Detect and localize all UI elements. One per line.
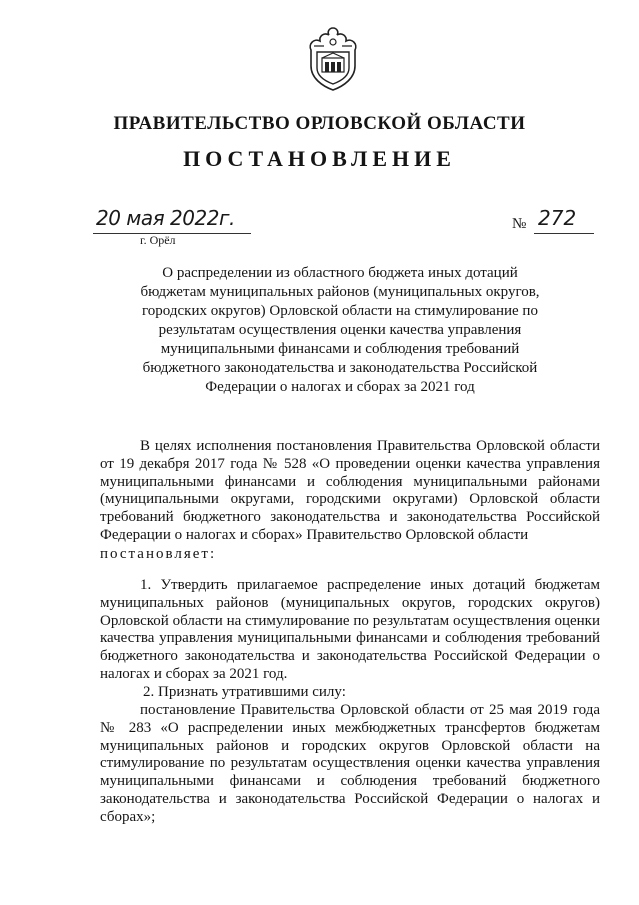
item-1-paragraph: 1. Утвердить прилагаемое распределение иных дотаций бюджетам муниципальных районов (муниципальных округов, городских округов) Орловской области на стимулирование по результатам осуществления оценки качества управления муниципальными финансами и соблюдения требований бюджетного законодательства и законодательства Российской Федерации о налогах и сборах за 2021 год.: [100, 577, 600, 682]
item-2-paragraph: 2. Признать утратившими силу:: [143, 684, 346, 700]
item-2-sub-1-paragraph: постановление Правительства Орловской области от 25 мая 2019 года № 283 «О распределении иных межбюджетных трансфертов бюджетам муниципальных районов и городских округов Орловской области на стимулирование по результатам осуществления оценки качества управления муниципальными финансами и соблюдения требований бюджетного законодательства и законодательства Российской Федерации о налогах и сборах»;: [100, 702, 600, 825]
handwritten-number: 272: [538, 206, 577, 230]
orel-region-coat-of-arms-icon: [304, 26, 362, 92]
number-underline: [534, 233, 594, 234]
city-label: г. Орёл: [140, 233, 176, 247]
government-title: ПРАВИТЕЛЬСТВО ОРЛОВСКОЙ ОБЛАСТИ: [113, 113, 526, 134]
preamble-paragraph: В целях исполнения постановления Правительства Орловской области от 19 декабря 2017 года № 528 «О проведении оценки качества управления муниципальными финансами и соблюдения муниципальными районами (муниципальными округами, городскими округами) Орловской области требований бюджетного законодательства и законодательства Российской Федерации о налогах и сборах» Правительство Орловской области: [100, 438, 600, 543]
decree-word: постановляет:: [100, 546, 217, 562]
document-type-heading: ПОСТАНОВЛЕНИЕ: [183, 146, 456, 171]
document-subject: О распределении из областного бюджета иных дотаций бюджетам муниципальных районов (муниципальных округов, городских округов) Орловской области на стимулирование по результатам осуществления оценки качества управления муниципальными финансами и соблюдения требований бюджетного законодательства и законодательства Российской Федерации о налогах и сборах за 2021 год: [140, 265, 540, 395]
number-label: №: [512, 216, 527, 232]
handwritten-date: 20 мая 2022г.: [96, 206, 235, 230]
